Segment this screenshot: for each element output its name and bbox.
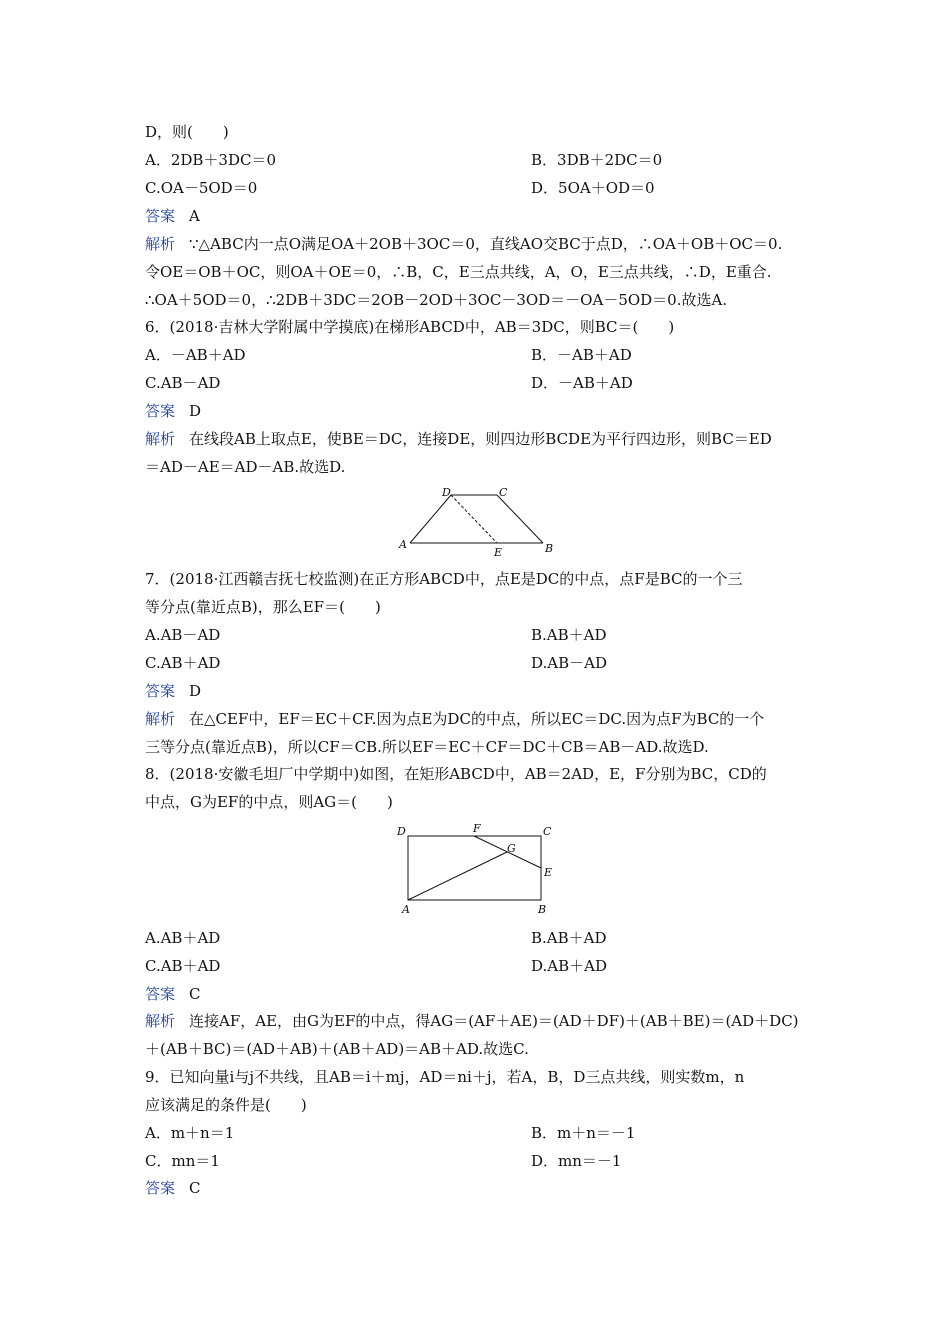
label-a: A <box>399 538 407 551</box>
q9-option-c: C．mn＝1 <box>145 1152 220 1170</box>
q6-explanation-line-2: ＝AD－AE＝AD－AB.故选D. <box>145 458 346 476</box>
label-a: A <box>402 903 410 916</box>
label-b: B <box>538 903 547 916</box>
question-8-stem-line-2: 中点，G为EF的中点，则AG＝( ) <box>145 793 393 811</box>
q6-answer <box>145 401 201 421</box>
answer-value: C <box>189 985 201 1003</box>
answer-label: 答案 <box>145 1179 176 1197</box>
dashed-segment-de <box>451 495 497 543</box>
q7-option-b: B.AB＋AD <box>531 626 607 644</box>
q5-option-d: D．5OA＋OD＝0 <box>531 179 655 197</box>
explanation-text: 在△CEF中，EF＝EC＋CF.因为点E为DC的中点，所以EC＝DC.因为点F为BC的一个 <box>189 710 765 728</box>
q8-option-b: B.AB＋AD <box>531 929 607 947</box>
q6-option-b: B．－AB＋AD <box>531 346 632 364</box>
q6-option-a: A．－AB＋AD <box>145 346 246 364</box>
explanation-label: 解析 <box>145 710 176 728</box>
answer-label: 答案 <box>145 985 176 1003</box>
label-g: G <box>507 842 516 855</box>
rectangle-figure <box>395 822 560 918</box>
question-8-stem-line-1: 8．(2018·安徽毛坦厂中学期中)如图，在矩形ABCD中，AB＝2AD，E，F分别为BC，CD的 <box>145 765 767 783</box>
label-e: E <box>544 866 553 879</box>
explanation-text: 在线段AB上取点E，使BE＝DC，连接DE，则四边形BCDE为平行四边形，则BC＝ED <box>189 430 772 448</box>
q8-option-a: A.AB＋AD <box>145 929 221 947</box>
answer-label: 答案 <box>145 402 176 420</box>
q7-explanation-line-1 <box>145 709 764 729</box>
q5-explanation-line-2: 令OE＝OB＋OC，则OA＋OE＝0，∴B，C，E三点共线，A，O，E三点共线，∴D，E重合. <box>145 263 772 281</box>
q8-answer <box>145 984 201 1004</box>
question-5-stem-tail: D，则( ) <box>145 123 229 141</box>
q7-option-c: C.AB＋AD <box>145 654 221 672</box>
q8-option-c: C.AB＋AD <box>145 957 221 975</box>
explanation-text: 连接AF，AE，由G为EF的中点，得AG＝(AF＋AE)＝(AD＋DF)＋(AB＋BE)＝(AD＋DC) <box>189 1012 799 1030</box>
answer-value: D <box>189 402 202 420</box>
q7-option-d: D.AB－AD <box>531 654 607 672</box>
q6-option-c: C.AB－AD <box>145 374 221 392</box>
q6-explanation-line-1 <box>145 429 772 449</box>
q5-option-c: C.OA－5OD＝0 <box>145 179 258 197</box>
question-9-stem-line-1: 9．已知向量i与j不共线，且AB＝i＋mj，AD＝ni＋j，若A，B，D三点共线，则实数m，n <box>145 1068 745 1086</box>
q5-answer <box>145 206 200 226</box>
q7-answer <box>145 681 201 701</box>
q9-option-d: D．mn＝－1 <box>531 1152 622 1170</box>
segment-ag <box>408 852 507 900</box>
q8-option-d: D.AB＋AD <box>531 957 607 975</box>
q9-answer <box>145 1178 201 1198</box>
q5-option-b: B．3DB＋2DC＝0 <box>531 151 663 169</box>
q8-explanation-line-2: ＋(AB＋BC)＝(AD＋AB)＋(AB＋AD)＝AB＋AD.故选C. <box>145 1040 529 1058</box>
explanation-text: ∵△ABC内一点O满足OA＋2OB＋3OC＝0，直线AO交BC于点D，∴OA＋OB＋OC＝0. <box>189 235 783 253</box>
trapezoid-figure <box>395 484 560 558</box>
label-d: D <box>397 825 406 838</box>
label-b: B <box>545 542 554 555</box>
answer-value: A <box>189 207 200 225</box>
q5-option-a: A．2DB＋3DC＝0 <box>145 151 277 169</box>
answer-label: 答案 <box>145 682 176 700</box>
side-cb <box>497 495 543 543</box>
question-6-stem: 6．(2018·吉林大学附属中学摸底)在梯形ABCD中，AB＝3DC，则BC＝( ) <box>145 318 675 336</box>
answer-value: C <box>189 1179 201 1197</box>
explanation-label: 解析 <box>145 1012 176 1030</box>
label-c: C <box>543 825 552 838</box>
answer-label: 答案 <box>145 207 176 225</box>
label-c: C <box>499 486 508 499</box>
q6-option-d: D．－AB＋AD <box>531 374 633 392</box>
q8-explanation-line-1 <box>145 1011 799 1031</box>
q5-explanation-line-1 <box>145 234 782 254</box>
q9-option-a: A．m＋n＝1 <box>145 1124 235 1142</box>
explanation-label: 解析 <box>145 235 176 253</box>
question-7-stem-line-1: 7．(2018·江西赣吉抚七校监测)在正方形ABCD中，点E是DC的中点，点F是BC的一个三 <box>145 570 743 588</box>
explanation-label: 解析 <box>145 430 176 448</box>
side-ad <box>410 495 451 543</box>
label-d: D <box>442 486 451 499</box>
question-7-stem-line-2: 等分点(靠近点B)，那么EF＝( ) <box>145 598 381 616</box>
label-e: E <box>494 546 503 558</box>
label-f: F <box>473 822 481 835</box>
q7-explanation-line-2: 三等分点(靠近点B)，所以CF＝CB.所以EF＝EC＋CF＝DC＋CB＝AB－AD.故选D. <box>145 738 709 756</box>
q7-option-a: A.AB－AD <box>145 626 221 644</box>
q5-explanation-line-3: ∴OA＋5OD＝0，∴2DB＋3DC＝2OB－2OD＋3OC－3OD＝－OA－5OD＝0.故选A. <box>145 291 728 309</box>
question-9-stem-line-2: 应该满足的条件是( ) <box>145 1096 307 1114</box>
q9-option-b: B．m＋n＝－1 <box>531 1124 636 1142</box>
answer-value: D <box>189 682 202 700</box>
